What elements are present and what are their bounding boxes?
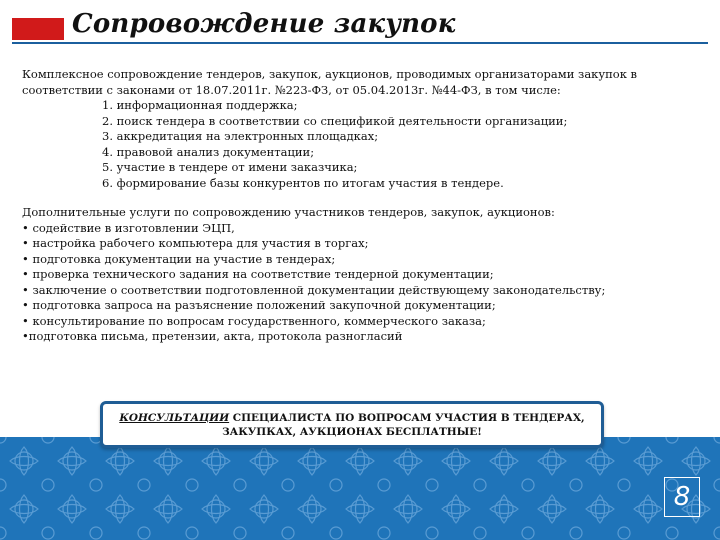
callout-emphasis: КОНСУЛЬТАЦИИ: [119, 411, 230, 424]
page-title: Сопровождение закупок: [72, 9, 456, 39]
ornament-pattern: [0, 437, 720, 540]
service-item: 2. поиск тендера в соответствии со спецификой деятельности организации;: [102, 113, 568, 128]
red-logo-block: [12, 18, 64, 40]
service-list: [22, 98, 702, 191]
callout-rest: СПЕЦИАЛИСТА ПО ВОПРОСАМ УЧАСТИЯ В ТЕНДЕРАХ, ЗАКУПКАХ, АУКЦИОНАХ БЕСПЛАТНЫЕ!: [222, 411, 585, 438]
page-number: 8: [664, 477, 700, 517]
extra-service-item: • консультирование по вопросам государственного, коммерческого заказа;: [22, 313, 486, 328]
free-consultation-callout: [100, 401, 604, 448]
extra-service-item: • настройка рабочего компьютера для участия в торгах;: [22, 236, 369, 250]
extra-service-item: • содействие в изготовлении ЭЦП,: [22, 220, 235, 235]
extra-services-heading: Дополнительные услуги по сопровождению участников тендеров, закупок, аукционов:: [22, 205, 555, 219]
extra-service-item: • заключение о соответствии подготовленной документации действующему законодательству;: [22, 282, 606, 297]
service-item: 4. правовой анализ документации;: [102, 144, 315, 159]
title-underline: [12, 42, 708, 44]
service-item: 1. информационная поддержка;: [102, 98, 298, 112]
extra-service-item: • подготовка запроса на разъяснение положений закупочной документации;: [22, 298, 496, 312]
main-content: [22, 67, 702, 345]
extra-service-item: •подготовка письма, претензии, акта, протокола разногласий: [22, 329, 403, 343]
service-item: 3. аккредитация на электронных площадках;: [102, 129, 379, 143]
callout-text: [103, 411, 601, 439]
section-gap: [22, 191, 702, 205]
service-item: 6. формирование базы конкурентов по итогам участия в тендере.: [102, 175, 504, 190]
extra-services-list: [22, 221, 702, 345]
service-item: 5. участие в тендере от имени заказчика;: [102, 160, 358, 174]
extra-service-item: • проверка технического задания на соответствие тендерной документации;: [22, 267, 494, 281]
extra-service-item: • подготовка документации на участие в тендерах;: [22, 251, 336, 266]
footer-band: [0, 437, 720, 540]
intro-paragraph: Комплексное сопровождение тендеров, закупок, аукционов, проводимых организаторами закупок в соответствии с законами от 18.07.2011г. №223-ФЗ, от 05.04.2013г. №44-ФЗ, в том числе:: [22, 67, 638, 97]
